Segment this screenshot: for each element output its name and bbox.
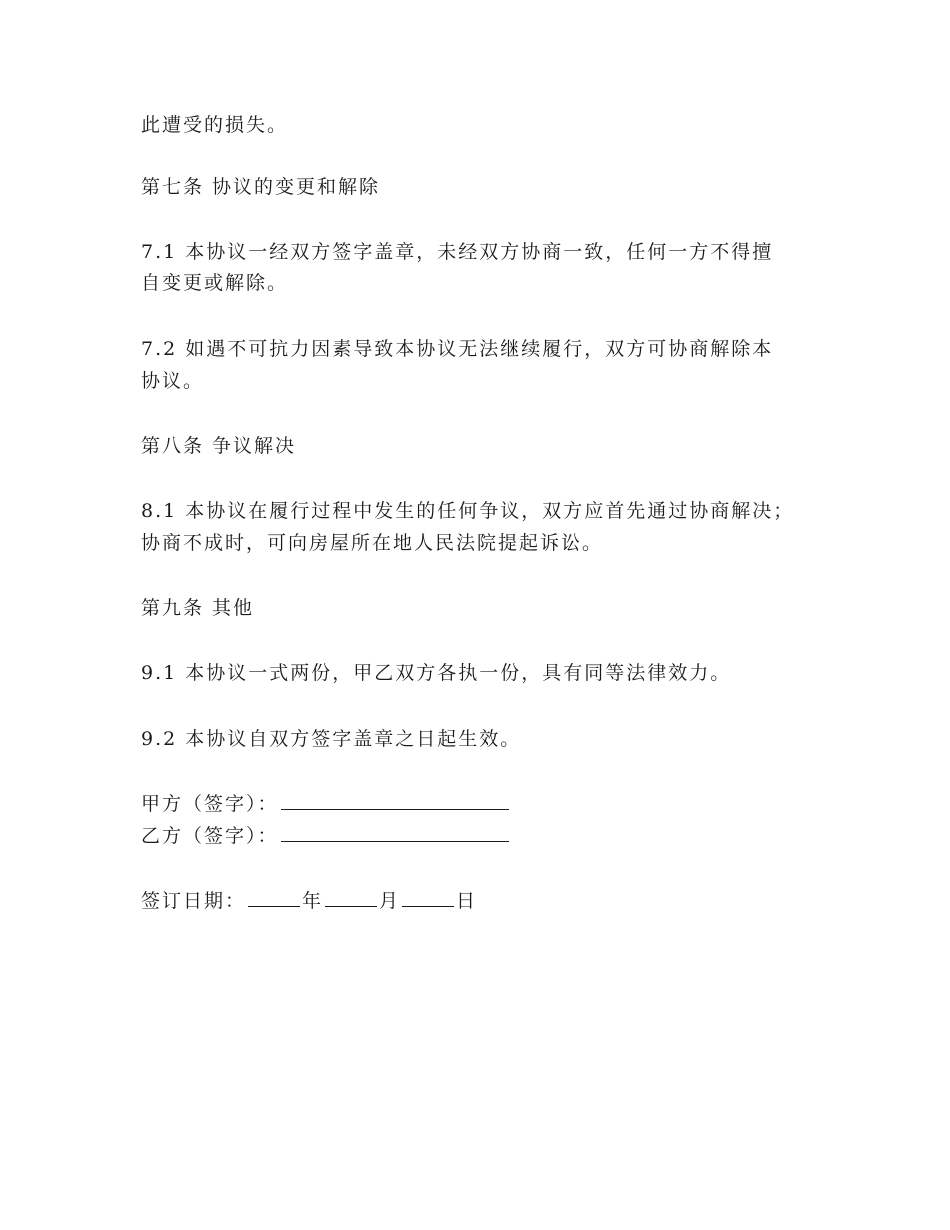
party-a-signature-row [141, 791, 509, 816]
clause-7-2-line-2: 协议。 [141, 370, 205, 392]
party-b-signature-row [141, 823, 509, 848]
day-blank[interactable] [402, 888, 454, 907]
month-blank[interactable] [325, 888, 377, 907]
clause-7-1-line-2: 自变更或解除。 [141, 272, 289, 294]
party-a-signature-label: 甲方（签字）： [141, 793, 279, 815]
signing-date-row [141, 888, 477, 913]
day-label: 日 [456, 890, 478, 912]
signing-date-label: 签订日期： [141, 890, 247, 912]
section-heading-8: 第八条 争议解决 [141, 435, 297, 457]
clause-9-2: 9.2 本协议自双方签字盖章之日起生效。 [141, 728, 522, 750]
clause-8-1-line-1: 8.1 本协议在履行过程中发生的任何争议，双方应首先通过协商解决； [141, 500, 795, 522]
year-blank[interactable] [248, 888, 300, 907]
party-b-signature-label: 乙方（签字）： [141, 825, 279, 847]
section-heading-9: 第九条 其他 [141, 597, 255, 619]
clause-7-2-line-1: 7.2 如遇不可抗力因素导致本协议无法继续履行，双方可协商解除本 [141, 338, 774, 360]
clause-8-1-line-2: 协商不成时，可向房屋所在地人民法院提起诉讼。 [141, 532, 604, 554]
paragraph-line: 此遭受的损失。 [141, 114, 289, 136]
clause-7-1-line-1: 7.1 本协议一经双方签字盖章，未经双方协商一致，任何一方不得擅 [141, 241, 774, 263]
party-b-signature-blank[interactable] [281, 823, 509, 842]
party-a-signature-blank[interactable] [281, 791, 509, 810]
year-label: 年 [302, 890, 324, 912]
month-label: 月 [379, 890, 401, 912]
clause-9-1: 9.1 本协议一式两份，甲乙双方各执一份，具有同等法律效力。 [141, 662, 732, 684]
section-heading-7: 第七条 协议的变更和解除 [141, 176, 381, 198]
